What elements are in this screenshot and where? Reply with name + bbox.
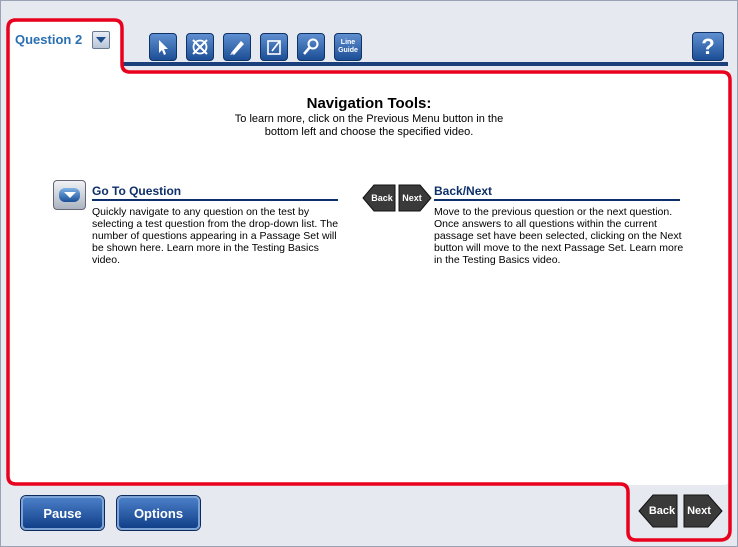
go-to-question-description: Quickly navigate to any question on the test by selecting a test question from the drop-down list. The number of questions appearing in a Passage Set will be shown here. Learn more in the Testing Basics video. — [92, 206, 339, 266]
pause-button[interactable]: Pause — [21, 496, 104, 530]
back-next-heading: Back/Next — [434, 184, 680, 201]
back-button-label: Back — [648, 505, 676, 517]
back-next-description: Move to the previous question or the next question. Once answers to all questions within the current passage set have been selected, clicking on the Next button will move to the next Passage Set. Learn more in the Testing Basics video. — [434, 206, 684, 266]
question-label: Question 2 — [15, 32, 83, 47]
back-demo-label: Back — [371, 193, 393, 203]
options-button[interactable]: Options — [117, 496, 200, 530]
page-subtitle: To learn more, click on the Previous Menu button in the bottom left and choose the specified video. — [234, 113, 504, 138]
line-guide-label-bottom: Guide — [338, 47, 358, 54]
next-demo-label: Next — [402, 193, 422, 203]
help-button[interactable]: ? — [692, 32, 724, 61]
line-guide-label-top: Line — [340, 39, 356, 46]
next-button-label: Next — [687, 505, 711, 517]
page-title: Navigation Tools: — [306, 95, 432, 112]
go-to-question-heading: Go To Question — [92, 184, 338, 201]
